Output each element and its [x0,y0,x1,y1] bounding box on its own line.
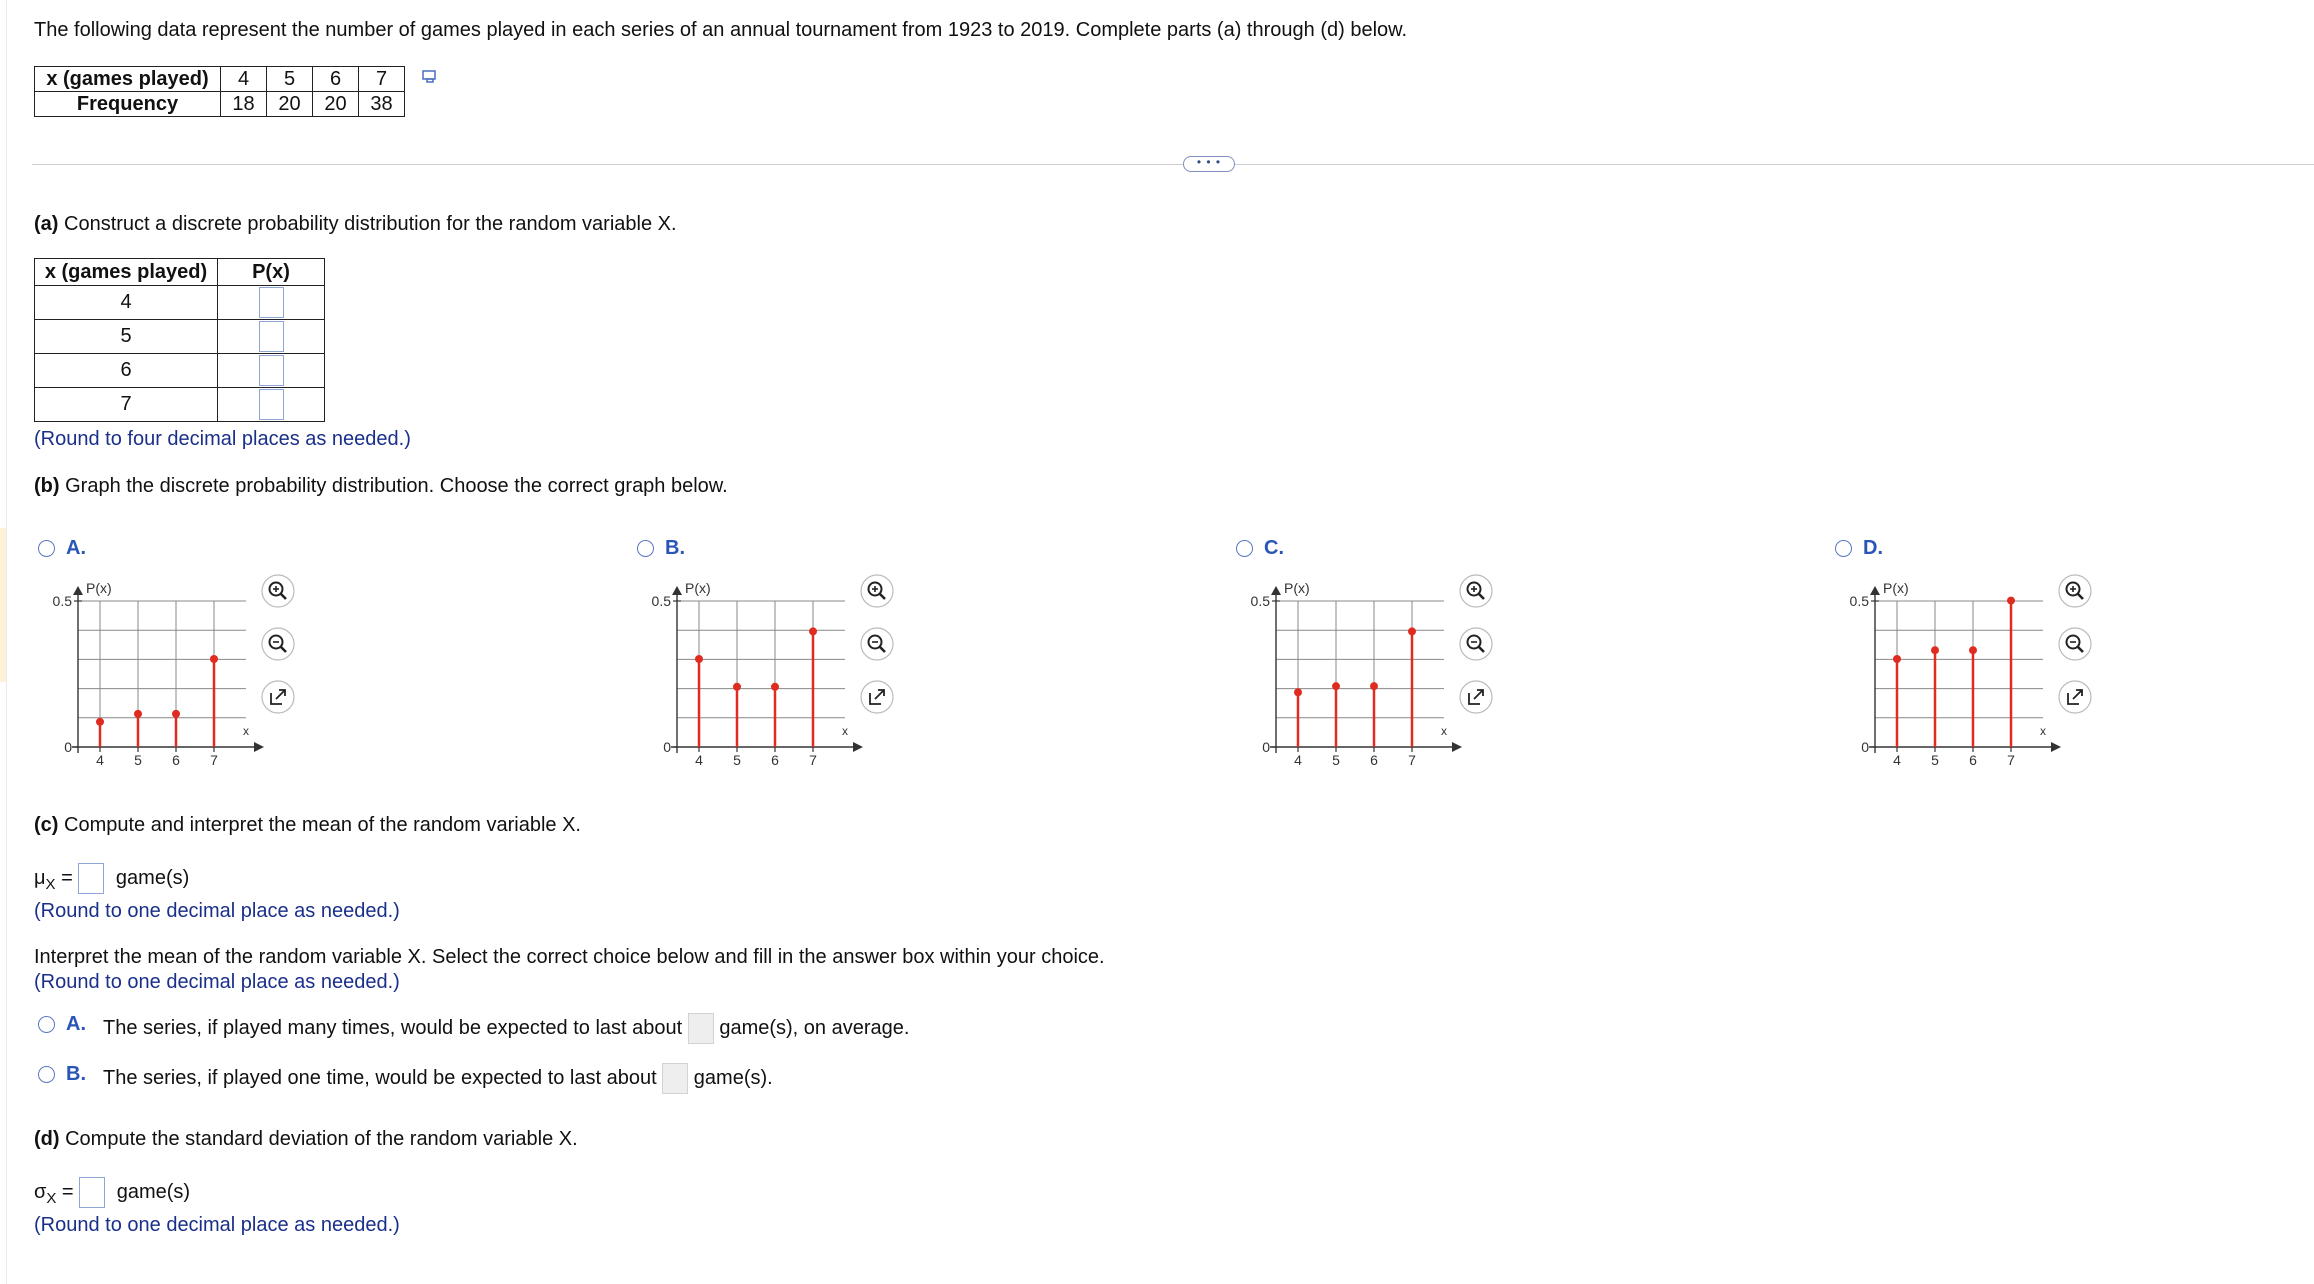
probability-point [134,710,142,718]
graph-option-b-radio[interactable] [637,540,654,557]
part-d-prompt [34,1127,578,1151]
y-tick-label: 0.5 [651,593,671,609]
table-cell: 6 [313,67,359,92]
mean-input[interactable] [78,863,104,894]
graph-option-d-open-graph-icon[interactable] [2057,679,2093,715]
table-cell: 7 [359,67,405,92]
graph-option-c-zoom-in-icon[interactable] [1458,573,1494,609]
probability-point [1931,646,1939,654]
graph-option-c-open-graph-icon[interactable] [1458,679,1494,715]
table-header-frequency: Frequency [35,92,221,117]
graph-option-d-zoom-in-icon[interactable] [2057,573,2093,609]
table-cell: 5 [267,67,313,92]
interpret-b-input[interactable] [662,1063,688,1094]
copy-table-icon[interactable] [422,70,438,84]
interpret-b-suffix: game(s). [693,1067,773,1089]
graph-option-b-letter: B. [665,537,685,559]
graph-option-b-zoom-in-icon[interactable] [859,573,895,609]
probability-point [2007,597,2015,605]
probability-distribution-table [34,258,325,422]
part-d-label: (d) [34,1128,60,1150]
interpret-a-radio[interactable] [38,1016,55,1033]
x-axis-arrow [853,742,863,752]
x-tick-label: 7 [1408,752,1416,765]
y-axis-label: P(x) [86,580,112,596]
part-a-text: Construct a discrete probability distribution for the random variable X. [64,213,677,235]
x-tick-label: 7 [2007,752,2015,765]
probability-point [1294,688,1302,696]
graph-option-b-zoom-out-icon[interactable] [859,626,895,662]
x-tick-label: 6 [1370,752,1378,765]
y-axis-arrow [672,586,682,595]
y-tick-label: 0 [663,739,671,755]
table-cell: 4 [221,67,267,92]
pd-x-cell: 6 [35,354,218,388]
y-tick-label: 0.5 [1250,593,1270,609]
graph-option-b [643,565,883,765]
y-axis-arrow [1870,586,1880,595]
y-axis-label: P(x) [1284,580,1310,596]
y-tick-label: 0 [1262,739,1270,755]
x-tick-label: 5 [733,752,741,765]
probability-point [1332,682,1340,690]
x-tick-label: 4 [1893,752,1901,765]
x-tick-label: 7 [210,752,218,765]
x-axis-label: x [842,724,848,738]
table-cell: 18 [221,92,267,117]
sigma-row [34,1176,190,1215]
page-left-border [6,0,7,1284]
interpret-round-note: (Round to one decimal place as needed.) [34,971,400,993]
part-d-text: Compute the standard deviation of the random variable X. [65,1128,578,1150]
y-axis-arrow [73,586,83,595]
sigma-subscript: X [46,1190,57,1207]
interpret-b-radio[interactable] [38,1066,55,1083]
sd-input[interactable] [79,1177,105,1208]
x-axis-arrow [1452,742,1462,752]
x-axis-label: x [243,724,249,738]
probability-point [1370,682,1378,690]
graph-option-d-radio[interactable] [1835,540,1852,557]
probability-point [96,718,104,726]
probability-point [695,655,703,663]
sd-round-note: (Round to one decimal place as needed.) [34,1214,400,1236]
interpret-a-input[interactable] [688,1013,714,1044]
x-tick-label: 4 [96,752,104,765]
expand-more-button[interactable]: • • • [1183,156,1235,172]
probability-point [1969,646,1977,654]
x-tick-label: 6 [771,752,779,765]
probability-point [1408,627,1416,635]
px-input-4[interactable] [259,287,284,318]
mean-round-note: (Round to one decimal place as needed.) [34,900,400,922]
table-cell: 20 [313,92,359,117]
y-tick-label: 0.5 [1849,593,1869,609]
graph-option-a-letter: A. [66,537,86,559]
px-input-5[interactable] [259,321,284,352]
interpret-a-suffix: game(s), on average. [719,1017,910,1039]
y-axis-arrow [1271,586,1281,595]
graph-option-c-radio[interactable] [1236,540,1253,557]
x-tick-label: 5 [134,752,142,765]
part-a-prompt [34,212,677,236]
problem-intro: The following data represent the number of games played in each series of an annual tournament from 1923 to 2019. Complete parts (a) through (d) below. [34,19,1408,41]
graph-option-c [1242,565,1482,765]
pd-header-px: P(x) [218,259,325,286]
graph-option-b-open-graph-icon[interactable] [859,679,895,715]
graph-option-d-letter: D. [1863,537,1883,559]
graph-option-a [44,565,284,765]
probability-point [771,683,779,691]
x-axis-arrow [254,742,264,752]
probability-point [172,710,180,718]
interpret-b-choice [103,1062,773,1094]
part-b-label: (b) [34,475,60,497]
mean-unit: game(s) [115,867,190,889]
x-axis-arrow [2051,742,2061,752]
interpret-a-letter: A. [66,1013,86,1035]
x-tick-label: 6 [1969,752,1977,765]
interpret-prompt: Interpret the mean of the random variable X. Select the correct choice below and fill in the answer box within your choice. [34,946,1105,968]
interpret-b-letter: B. [66,1063,86,1085]
part-a-round-note: (Round to four decimal places as needed.) [34,428,411,450]
table-cell: 20 [267,92,313,117]
interpret-a-choice [103,1012,909,1044]
mu-subscript: X [45,876,56,893]
y-axis-label: P(x) [1883,580,1909,596]
mu-row [34,862,189,901]
pd-header-x: x (games played) [35,259,218,286]
y-axis-label: P(x) [685,580,711,596]
focus-indicator-bar [0,528,6,682]
sigma-symbol: σ [34,1181,47,1203]
graph-option-d [1841,565,2081,765]
interpret-b-text: The series, if played one time, would be expected to last about [103,1067,657,1089]
px-input-6[interactable] [259,355,284,386]
graph-option-a-radio[interactable] [38,540,55,557]
x-axis-label: x [1441,724,1447,738]
y-tick-label: 0 [1861,739,1869,755]
x-tick-label: 4 [695,752,703,765]
pd-x-cell: 4 [35,286,218,320]
x-tick-label: 5 [1332,752,1340,765]
y-tick-label: 0.5 [52,593,72,609]
part-c-label: (c) [34,814,59,836]
x-tick-label: 4 [1294,752,1302,765]
mu-equals: = [61,867,73,889]
mu-symbol: μ [34,867,46,889]
part-a-label: (a) [34,213,59,235]
probability-point [733,683,741,691]
probability-point [809,627,817,635]
sigma-equals: = [61,1181,74,1203]
table-header-x: x (games played) [35,67,221,92]
pd-x-cell: 7 [35,388,218,422]
part-c-text: Compute and interpret the mean of the random variable X. [64,814,581,836]
px-input-7[interactable] [259,389,284,420]
pd-x-cell: 5 [35,320,218,354]
section-divider [32,164,2314,165]
part-c-prompt [34,813,581,837]
probability-point [1893,655,1901,663]
interpret-a-text: The series, if played many times, would be expected to last about [103,1017,683,1039]
y-tick-label: 0 [64,739,72,755]
sd-unit: game(s) [116,1181,191,1203]
graph-option-a-zoom-in-icon[interactable] [260,573,296,609]
x-tick-label: 7 [809,752,817,765]
graph-option-c-letter: C. [1264,537,1284,559]
graph-option-a-zoom-out-icon[interactable] [260,626,296,662]
part-b-text: Graph the discrete probability distribution. Choose the correct graph below. [65,475,728,497]
x-tick-label: 5 [1931,752,1939,765]
x-tick-label: 6 [172,752,180,765]
x-axis-label: x [2040,724,2046,738]
graph-option-c-zoom-out-icon[interactable] [1458,626,1494,662]
part-b-prompt [34,474,728,498]
graph-option-d-zoom-out-icon[interactable] [2057,626,2093,662]
table-cell: 38 [359,92,405,117]
graph-option-a-open-graph-icon[interactable] [260,679,296,715]
frequency-table [34,66,405,117]
probability-point [210,655,218,663]
